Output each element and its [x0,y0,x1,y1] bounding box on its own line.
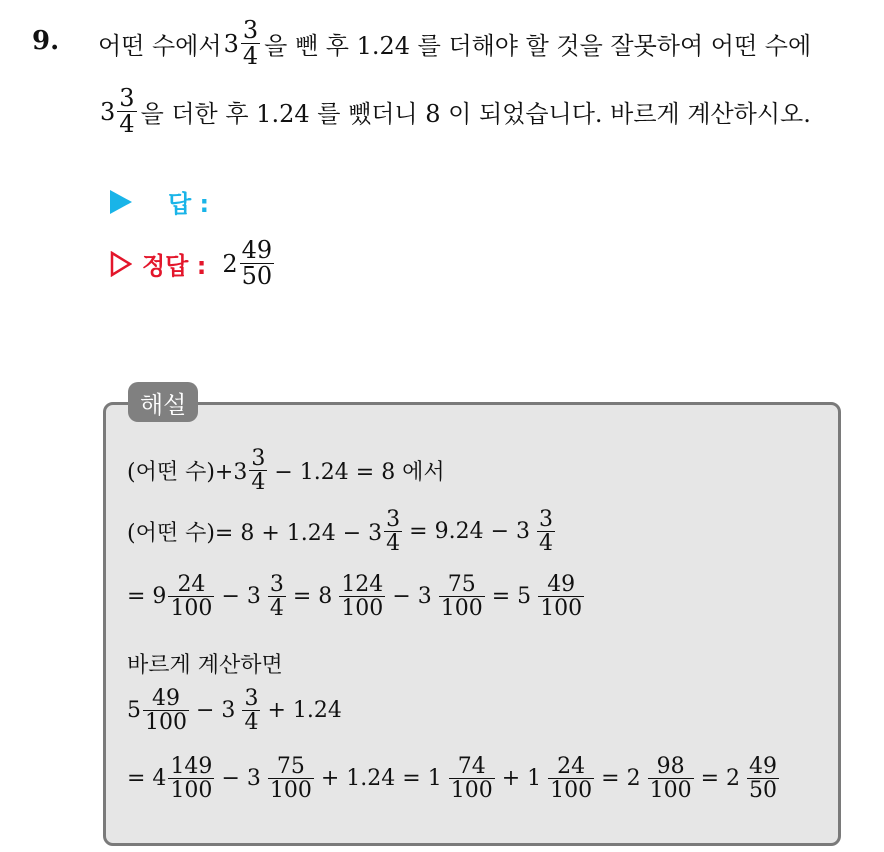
fraction [747,755,779,802]
answer-row [110,184,209,219]
numerator: 3 [251,446,266,471]
expr: − 3 [392,584,432,610]
fraction [268,755,314,802]
expr: = 4 [127,766,167,792]
expr: 5 [127,698,141,724]
numerator: 3 [119,84,135,112]
fraction [117,86,136,137]
fraction [548,755,594,802]
fraction [240,238,275,289]
fraction [249,447,267,494]
expr: = 5 [491,584,532,610]
denominator: 4 [119,110,135,139]
denominator: 100 [649,778,692,804]
numerator: 3 [244,686,259,711]
problem-text: 어떤 수에서 [98,32,222,61]
denominator: 100 [450,778,493,804]
numerator: 49 [547,572,576,597]
numerator: 149 [170,754,213,779]
denominator: 100 [540,596,583,622]
numerator: 49 [749,754,778,779]
numerator: 75 [447,572,476,597]
expr: = 2 [700,766,741,792]
expr: = 9 [127,584,167,610]
denominator: 100 [341,596,384,622]
expr: (어떤 수)= 8 + 1.24 − 3 [127,521,383,547]
numerator: 3 [386,507,401,532]
mixed-number [224,18,263,69]
denominator: 100 [550,778,593,804]
numerator: 74 [457,754,486,779]
solution-line-2 [127,508,557,555]
fraction [439,573,485,620]
correct-answer-row [110,238,276,289]
correct-answer-value [222,238,276,289]
solution-line-3 [127,573,586,620]
fraction [168,573,214,620]
numerator: 124 [341,572,384,597]
solution-line-6 [127,755,781,802]
numerator: 75 [276,754,305,779]
fraction [242,687,260,734]
denominator: 100 [170,778,213,804]
numerator: 49 [241,236,273,264]
numerator: 3 [242,16,259,44]
solution-line-5 [127,687,347,734]
fraction [449,755,495,802]
denominator: 100 [440,596,483,622]
numerator: 3 [269,572,284,597]
denominator: 50 [749,778,778,804]
denominator: 100 [145,710,187,736]
play-triangle-icon [110,190,132,214]
whole-part: 3 [100,97,116,126]
expr: = 9.24 − 3 [409,519,530,545]
numerator: 3 [539,507,553,532]
fraction [168,755,214,802]
fraction [538,573,584,620]
expr: + 1.24 = 1 [320,766,442,792]
problem-text: 을 뺀 후 1.24 를 더해야 할 것을 잘못하여 어떤 수에 [264,32,812,61]
denominator: 4 [244,710,259,736]
mixed-number [100,86,139,137]
denominator: 4 [269,596,284,622]
whole-part: 2 [222,249,238,278]
fraction [143,687,189,734]
problem-line-2 [98,86,811,137]
denominator: 4 [251,470,266,496]
denominator: 100 [170,596,213,622]
expr: + 1 [501,766,542,792]
expr: + 1.24 [267,698,342,724]
numerator: 24 [177,572,206,597]
outline-triangle-icon [110,251,132,277]
expr: = 2 [601,766,641,792]
denominator: 100 [269,778,312,804]
denominator: 50 [241,262,273,291]
answer-label: 답 : [168,190,210,218]
expr: − 3 [221,584,261,610]
fraction [268,573,286,620]
expr: − 1.24 = 8 에서 [274,460,445,486]
question-number: 9. [32,26,60,56]
problem-text: 을 더한 후 1.24 를 뺐더니 8 이 되었습니다. 바르게 계산하시오. [140,100,811,129]
numerator: 24 [557,754,586,779]
fraction [537,508,555,555]
expr: (어떤 수)+3 [127,460,248,486]
whole-part: 3 [223,29,239,58]
expr: − 3 [196,698,236,724]
solution-line-4: 바르게 계산하면 [127,653,283,678]
solution-line-1 [127,447,450,494]
fraction [384,508,402,555]
numerator: 49 [152,686,180,711]
fraction [339,573,385,620]
denominator: 4 [539,531,553,557]
denominator: 4 [386,531,401,557]
solution-tab: 해설 [128,382,198,422]
correct-answer-label: 정답 : [142,252,207,281]
numerator: 98 [656,754,685,779]
expr: − 3 [221,766,261,792]
fraction [241,18,260,69]
denominator: 4 [242,42,259,71]
fraction [648,755,694,802]
expr: = 8 [292,584,333,610]
problem-line-1 [98,18,811,69]
